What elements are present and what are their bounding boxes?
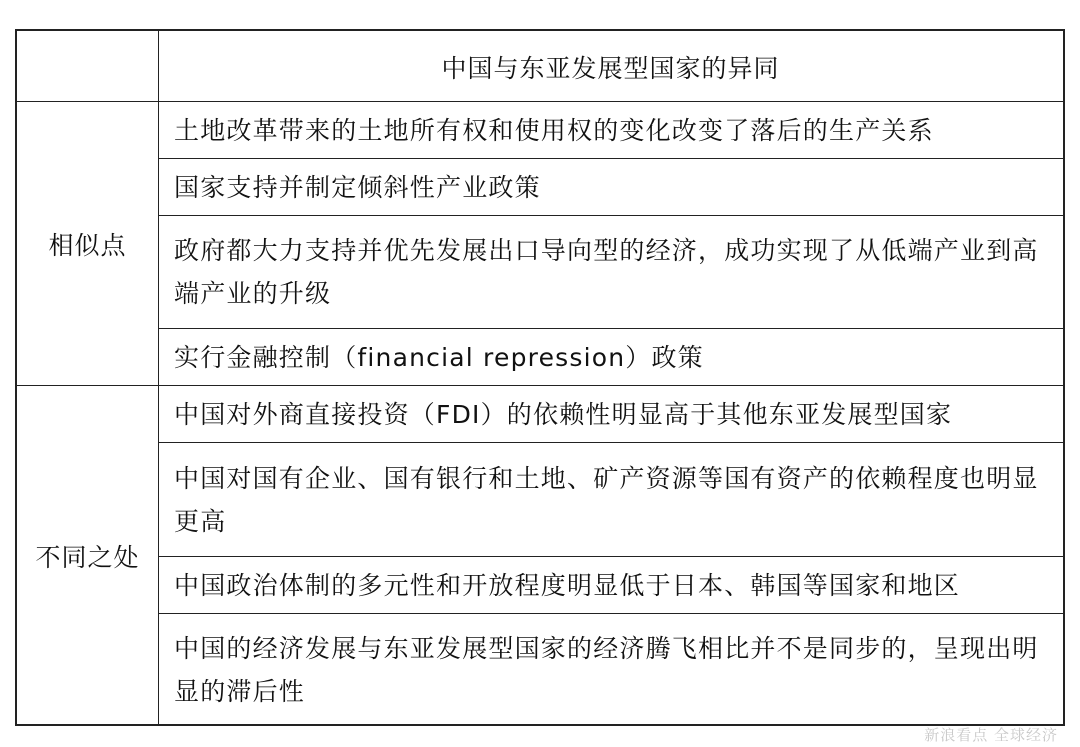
table-row xyxy=(158,102,1063,158)
table-row xyxy=(158,557,1063,613)
row-text: 中国对外商直接投资（FDI）的依赖性明显高于其他东亚发展型国家 xyxy=(174,399,953,429)
table-row xyxy=(158,159,1063,215)
row-text: 中国的经济发展与东亚发展型国家的经济腾飞相比并不是同步的，呈现出明显的滞后性 xyxy=(174,634,1039,706)
row-text: 中国政治体制的多元性和开放程度明显低于日本、韩国等国家和地区 xyxy=(174,570,961,600)
table-row xyxy=(158,443,1063,556)
table-row xyxy=(158,329,1063,385)
row-text: 实行金融控制（financial repression）政策 xyxy=(174,342,704,372)
row-text: 国家支持并制定倾斜性产业政策 xyxy=(174,172,541,202)
row-text: 土地改革带来的土地所有权和使用权的变化改变了落后的生产关系 xyxy=(174,115,934,145)
row-text: 政府都大力支持并优先发展出口导向型的经济，成功实现了从低端产业到高端产业的升级 xyxy=(174,236,1039,308)
row-text: 中国对国有企业、国有银行和土地、矿产资源等国有资产的依赖程度也明显更高 xyxy=(174,463,1039,536)
watermark: 新浪看点 全球经济 xyxy=(924,726,1058,744)
table-row xyxy=(158,386,1063,442)
comparison-table xyxy=(15,29,1065,726)
table-row xyxy=(158,614,1063,726)
table-row xyxy=(158,216,1063,328)
table-header: 中国与东亚发展型国家的异同 xyxy=(441,53,780,83)
group-label-similarities: 相似点 xyxy=(48,230,127,260)
group-label-differences: 不同之处 xyxy=(35,543,140,572)
